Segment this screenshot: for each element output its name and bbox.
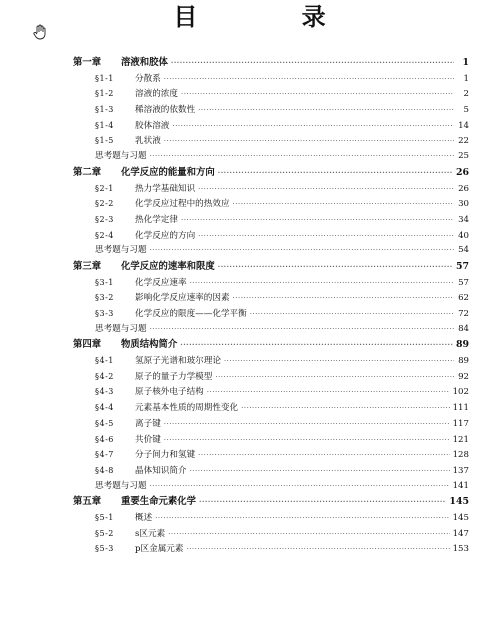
toc-entry-title: 乳状液 xyxy=(135,136,161,147)
toc-section-row[interactable] xyxy=(73,290,469,306)
toc-entry-title: 化学反应过程中的热效应 xyxy=(135,199,230,210)
toc-section-row[interactable] xyxy=(73,353,469,369)
toc-page-number: 14 xyxy=(458,120,469,131)
dot-leader xyxy=(180,337,453,353)
toc-section-row[interactable] xyxy=(73,86,469,102)
toc-entry-title: 思考题与习题 xyxy=(95,480,147,491)
toc-entry-title: 氢原子光谱和玻尔理论 xyxy=(135,356,221,367)
toc-page-number: 145 xyxy=(452,512,469,523)
toc-page-number: 147 xyxy=(452,528,469,539)
toc-entry-number: §5-2 xyxy=(95,528,114,538)
toc-section-row[interactable] xyxy=(73,400,469,416)
toc-entry-title: 溶液和胶体 xyxy=(121,57,168,68)
toc-entry-title: 物质结构简介 xyxy=(121,339,178,351)
toc-section-row[interactable] xyxy=(73,118,469,134)
toc-entry-number: §3-1 xyxy=(95,277,114,287)
toc-entry-number: §4-3 xyxy=(95,387,114,397)
toc-entry-number: 第五章 xyxy=(73,496,102,508)
toc-page-number: 25 xyxy=(458,151,469,162)
dot-leader xyxy=(172,119,454,135)
dot-leader xyxy=(215,370,454,386)
toc-entry-title: 元素基本性质的周期性变化 xyxy=(135,403,239,414)
dot-leader xyxy=(186,542,449,558)
toc-entry-title: 共价键 xyxy=(135,434,161,445)
dot-leader xyxy=(150,149,454,165)
toc-entry-title: 概述 xyxy=(135,512,153,523)
dot-leader xyxy=(150,243,454,259)
toc-entry-title: 化学反应的方向 xyxy=(135,230,196,241)
toc-entry-title: 热化学定律 xyxy=(135,214,178,225)
toc-entry-number: 第三章 xyxy=(73,260,102,272)
toc-entry-number: §2-4 xyxy=(95,230,114,240)
dot-leader xyxy=(181,213,454,229)
toc-entry-number: §4-6 xyxy=(95,434,114,444)
toc-chapter-row[interactable] xyxy=(73,494,469,510)
toc-entry-title: 分子间力和氢键 xyxy=(135,450,196,461)
toc-section-row[interactable] xyxy=(73,306,469,322)
dot-leader xyxy=(218,165,453,181)
dot-leader xyxy=(155,511,449,527)
toc-page-number: 1 xyxy=(463,73,469,84)
toc-entry-title: 原子核外电子结构 xyxy=(135,387,204,398)
toc-section-row[interactable] xyxy=(73,369,469,385)
toc-entry-title: p区金属元素 xyxy=(135,544,184,555)
toc-entry-number: §5-3 xyxy=(95,544,114,554)
toc-page-number: 89 xyxy=(455,339,469,351)
dot-leader xyxy=(171,55,454,71)
toc-entry-title: 溶液的浓度 xyxy=(135,89,178,100)
dot-leader xyxy=(224,354,454,370)
dot-leader xyxy=(199,494,446,510)
toc-section-row[interactable] xyxy=(73,212,469,228)
toc-entry-number: §4-8 xyxy=(95,465,114,475)
dot-leader xyxy=(150,479,450,495)
toc-page-number: 84 xyxy=(458,323,469,334)
toc-page-number: 92 xyxy=(458,371,469,382)
toc-exercise-row[interactable] xyxy=(73,149,469,165)
toc-section-row[interactable] xyxy=(73,133,469,149)
toc-page-number: 145 xyxy=(449,496,469,508)
page-title: 目 录 xyxy=(173,2,374,31)
toc-entry-title: 分散系 xyxy=(135,73,161,84)
toc-section-row[interactable] xyxy=(73,181,469,197)
toc-entry-title: 原子的量子力学模型 xyxy=(135,371,213,382)
toc-section-row[interactable] xyxy=(73,510,469,526)
toc-entry-title: 重要生命元素化学 xyxy=(121,496,197,508)
dot-leader xyxy=(190,276,454,292)
toc-entry-number: §2-2 xyxy=(95,199,114,209)
toc-entry-number: §2-3 xyxy=(95,214,114,224)
toc-page-number: 40 xyxy=(458,230,469,241)
toc-entry-title: 化学反应的能量和方向 xyxy=(121,166,215,178)
dot-leader xyxy=(241,401,449,417)
toc-entry-title: 化学反应速率 xyxy=(135,277,187,288)
toc-entry-number: §4-7 xyxy=(95,450,114,460)
toc-chapter-row[interactable] xyxy=(73,165,469,181)
dot-leader xyxy=(233,291,454,307)
toc-entry-number: 第二章 xyxy=(73,166,102,178)
toc-page-number: 72 xyxy=(458,309,469,319)
toc-page-number: 102 xyxy=(452,387,469,398)
toc-page-number: 117 xyxy=(452,418,469,429)
toc-page-number: 54 xyxy=(458,245,469,256)
toc-page-number: 26 xyxy=(455,166,469,178)
toc-section-row[interactable] xyxy=(73,384,469,400)
dot-leader xyxy=(207,385,450,401)
toc-chapter-row[interactable] xyxy=(73,55,469,71)
toc-entry-number: §1-1 xyxy=(95,73,114,83)
dot-leader xyxy=(218,259,453,275)
toc-section-row[interactable] xyxy=(73,71,469,87)
toc-entry-number: §4-2 xyxy=(95,371,114,381)
toc-entry-title: 稀溶液的依数性 xyxy=(135,105,196,116)
toc-entry-number: §4-5 xyxy=(95,418,114,428)
toc-page-number: 5 xyxy=(463,105,469,116)
dot-leader xyxy=(164,134,454,150)
toc-entry-title: 化学反应的限度——化学平衡 xyxy=(135,309,247,319)
toc-chapter-row[interactable] xyxy=(73,337,469,353)
toc-page-number: 121 xyxy=(452,434,469,445)
dot-leader xyxy=(164,417,450,433)
toc-entry-number: §5-1 xyxy=(95,512,114,522)
toc-section-row[interactable] xyxy=(73,416,469,432)
toc-exercise-row[interactable] xyxy=(73,243,469,259)
toc-entry-number: 第一章 xyxy=(73,57,102,68)
toc-page-number: 153 xyxy=(452,544,469,555)
dot-leader xyxy=(190,464,450,480)
dot-leader xyxy=(150,322,454,338)
dot-leader xyxy=(164,72,454,88)
toc-page-number: 22 xyxy=(458,136,469,147)
toc-page-number: 62 xyxy=(458,293,469,304)
toc-entry-number: §4-4 xyxy=(95,403,114,413)
dot-leader xyxy=(198,182,454,198)
toc-page-number: 128 xyxy=(452,450,469,461)
toc-section-row[interactable] xyxy=(73,432,469,448)
dot-leader xyxy=(198,103,454,119)
toc-section-row[interactable] xyxy=(73,196,469,212)
dot-leader xyxy=(181,87,454,103)
toc-exercise-row[interactable] xyxy=(73,479,469,495)
toc-page-number: 34 xyxy=(458,214,469,225)
toc-entry-number: §2-1 xyxy=(95,183,114,193)
dot-leader xyxy=(198,229,454,245)
toc-section-row[interactable] xyxy=(73,228,469,244)
toc-page-number: 141 xyxy=(452,480,469,491)
toc-entry-title: 晶体知识简介 xyxy=(135,465,187,476)
toc-section-row[interactable] xyxy=(73,463,469,479)
toc-entry-number: §1-3 xyxy=(95,105,114,115)
toc-entry-title: 思考题与习题 xyxy=(95,323,147,334)
toc-entry-number: 第四章 xyxy=(73,339,102,351)
toc-page-number: 2 xyxy=(463,89,469,100)
toc-section-row[interactable] xyxy=(73,447,469,463)
toc-entry-number: §1-2 xyxy=(95,89,114,99)
toc-entry-title: 思考题与习题 xyxy=(95,245,147,256)
dot-leader xyxy=(250,307,454,323)
toc-page-number: 57 xyxy=(455,260,469,272)
toc-entry-title: 离子键 xyxy=(135,418,161,429)
toc-entry-number: §4-1 xyxy=(95,356,114,366)
toc-entry-title: 热力学基础知识 xyxy=(135,183,196,194)
toc-section-row[interactable] xyxy=(73,526,469,542)
toc-section-row[interactable] xyxy=(73,541,469,557)
toc-entry-title: 胶体溶液 xyxy=(135,120,170,131)
toc-page-number: 111 xyxy=(452,403,469,414)
toc-chapter-row[interactable] xyxy=(73,259,469,275)
dot-leader xyxy=(198,448,449,464)
toc-entry-title: 化学反应的速率和限度 xyxy=(121,260,215,272)
table-of-contents xyxy=(73,55,469,557)
toc-page-number: 89 xyxy=(458,356,469,367)
toc-page-number: 26 xyxy=(458,183,469,194)
toc-page-number: 30 xyxy=(458,199,469,210)
toc-exercise-row[interactable] xyxy=(73,322,469,338)
dot-leader xyxy=(168,527,449,543)
toc-entry-number: §1-4 xyxy=(95,120,114,130)
toc-entry-number: §1-5 xyxy=(95,136,114,146)
toc-entry-title: 思考题与习题 xyxy=(95,151,147,162)
toc-entry-number: §3-3 xyxy=(95,309,114,318)
dot-leader xyxy=(164,433,450,449)
toc-page-number: 1 xyxy=(462,57,469,68)
toc-page-number: 57 xyxy=(458,277,469,288)
toc-page-number: 137 xyxy=(452,465,469,476)
toc-section-row[interactable] xyxy=(73,102,469,118)
toc-entry-title: s区元素 xyxy=(135,528,166,539)
toc-entry-number: §3-2 xyxy=(95,293,114,303)
toc-entry-title: 影响化学反应速率的因素 xyxy=(135,293,230,304)
toc-section-row[interactable] xyxy=(73,275,469,291)
dot-leader xyxy=(233,197,454,213)
